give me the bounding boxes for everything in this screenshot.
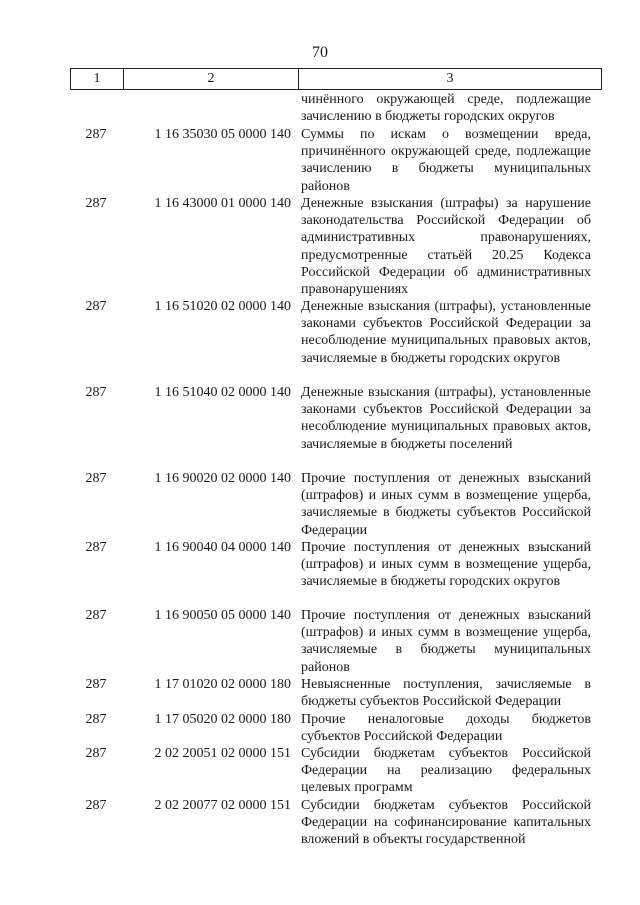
budget-code: 1 17 01020 02 0000 180 [154, 677, 291, 692]
revenue-name: Невыясненные поступления, зачисляемые в бюджеты субъектов Российской Федерации [301, 677, 591, 710]
budget-code: 1 16 90040 04 0000 140 [154, 540, 291, 555]
revenue-name: Субсидии бюджетам субъектов Российской Федерации на софинансирование капитальных вложений в объекты государственной [301, 798, 591, 848]
header-col-3: 3 [446, 71, 454, 86]
header-col-2: 2 [124, 69, 299, 89]
revenue-name: Суммы по искам о возмещении вреда, причинённого окружающей среде, подлежащие зачислению в бюджеты муниципальных районов [301, 127, 591, 194]
admin-code: 287 [85, 608, 107, 623]
admin-code: 287 [85, 299, 107, 314]
admin-code: 287 [85, 677, 107, 692]
admin-code: 287 [85, 127, 107, 142]
page-number: 70 [312, 44, 328, 61]
admin-code: 287 [85, 798, 107, 813]
admin-code: 287 [85, 385, 107, 400]
header-col-1: 1 [71, 69, 124, 89]
revenue-name: Прочие неналоговые доходы бюджетов субъектов Российской Федерации [301, 712, 591, 745]
budget-code: 1 16 90050 05 0000 140 [154, 608, 291, 623]
revenue-name: Субсидии бюджетам субъектов Российской Федерации на реализацию федеральных целевых программ [301, 746, 591, 796]
revenue-name: Прочие поступления от денежных взысканий (штрафов) и иных сумм в возмещение ущерба, зачисляемые в бюджеты субъектов Российской Федерации [301, 471, 591, 538]
budget-code: 1 17 05020 02 0000 180 [154, 712, 291, 727]
budget-code: 1 16 51020 02 0000 140 [154, 299, 291, 314]
continuation-text: чинённого окружающей среде, подлежащие зачислению в бюджеты городских округов [301, 92, 591, 125]
budget-code: 1 16 90020 02 0000 140 [154, 471, 291, 486]
budget-code: 1 16 51040 02 0000 140 [154, 385, 291, 400]
revenue-name: Денежные взыскания (штрафы) за нарушение законодательства Российской Федерации об административных правонарушениях, предусмотренные статьёй 20.25 Кодекса Российской Федерации об административных правонарушениях [301, 196, 591, 298]
admin-code: 287 [85, 196, 107, 211]
admin-code: 287 [85, 471, 107, 486]
admin-code: 287 [85, 712, 107, 727]
budget-code: 1 16 43000 01 0000 140 [154, 196, 291, 211]
budget-code: 2 02 20051 02 0000 151 [154, 746, 291, 761]
admin-code: 287 [85, 746, 107, 761]
revenue-name: Денежные взыскания (штрафы), установленные законами субъектов Российской Федерации за несоблюдение муниципальных правовых актов, зачисляемые в бюджеты городских округов [301, 299, 591, 366]
budget-code: 2 02 20077 02 0000 151 [154, 798, 291, 813]
budget-code: 1 16 35030 05 0000 140 [154, 127, 291, 142]
revenue-name: Денежные взыскания (штрафы), установленные законами субъектов Российской Федерации за несоблюдение муниципальных правовых актов, зачисляемые в бюджеты поселений [301, 385, 591, 452]
admin-code: 287 [85, 540, 107, 555]
revenue-name: Прочие поступления от денежных взысканий (штрафов) и иных сумм в возмещение ущерба, зачисляемые в бюджеты городских округов [301, 540, 591, 590]
revenue-name: Прочие поступления от денежных взысканий (штрафов) и иных сумм в возмещение ущерба, зачисляемые в бюджеты муниципальных районов [301, 608, 591, 675]
table-header [70, 68, 602, 90]
